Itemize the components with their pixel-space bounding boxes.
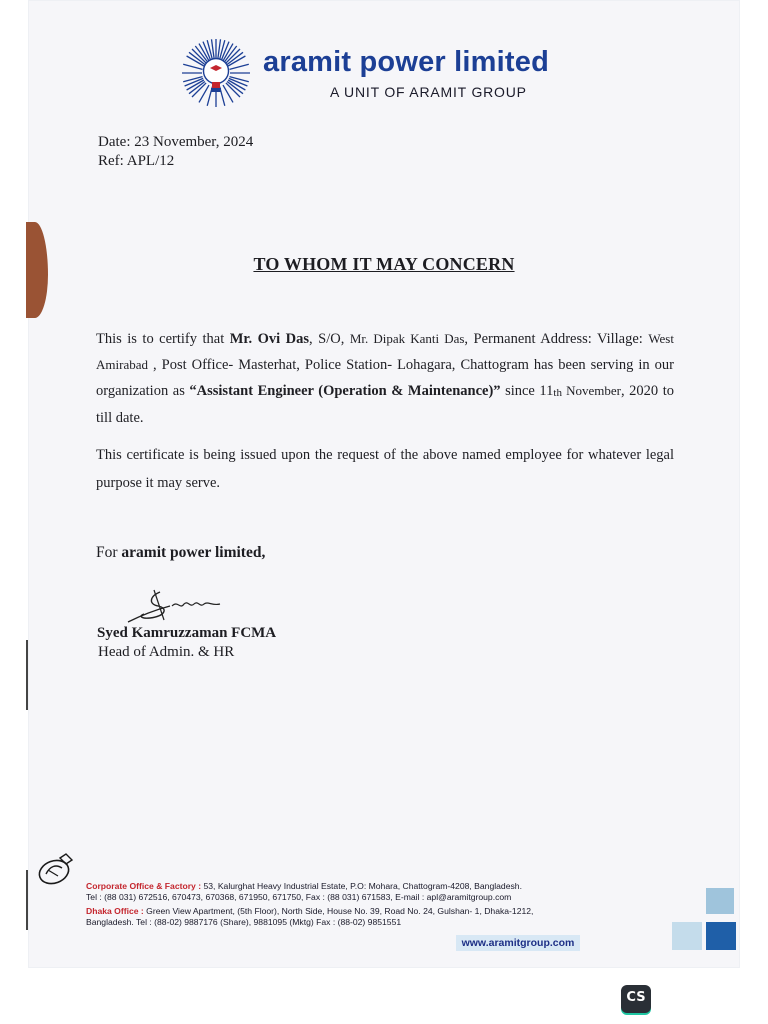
closing-line [96,544,265,562]
p1-text: , Post Office- Masterhat, Police Station- Lohagara, Chattogram has been serving in our organization as [96,357,674,399]
company-subtitle: A UNIT OF ARAMIT GROUP [330,84,527,100]
dhaka-address-text: Green View Apartment, (5th Floor), North Side, House No. 39, Road No. 24, Gulshan- 1, Dhaka-1212, [143,906,534,916]
bulb-logo-icon [178,38,254,108]
scanner-app-badge[interactable]: CS [621,985,651,1013]
corporate-phone: Tel : (88 031) 672516, 670473, 670368, 671950, 671750, Fax : (88 031) 671583, E-mail : apl@aramitgroup.com [86,892,512,902]
date-ordinal: th [553,387,562,399]
corporate-address-text: 53, Kalurghat Heavy Industrial Estate, P.O: Mohara, Chattogram-4208, Bangladesh. [201,881,522,891]
decor-square [706,888,734,914]
p1-text: , Permanent Address: Village: [464,331,649,347]
signer-name: Syed Kamruzzaman FCMA [97,625,277,641]
footer-contact [86,881,646,928]
dhaka-label: Dhaka Office : [86,906,144,916]
company-name: aramit power limited [263,46,550,78]
certification-stamp-icon [36,852,76,886]
website-link[interactable]: www.aramitgroup.com [456,935,580,951]
p1-text: since 11 [500,383,554,399]
p1-text: This is to certify that [96,331,230,347]
corporate-label: Corporate Office & Factory : [86,881,202,891]
dhaka-phone: Bangladesh. Tel : (88-02) 9887176 (Share), 9881095 (Mktg) Fax : (88-02) 9851551 [86,917,402,927]
purpose-paragraph: This certificate is being issued upon the request of the above named employee for whatever legal purpose it may serve. [96,447,674,491]
village-name: West Amirabad [96,331,674,372]
reference-line: Ref: APL/12 [98,153,175,169]
closing-company: aramit power limited, [121,544,266,561]
document-heading: TO WHOM IT MAY CONCERN [253,254,515,274]
p1-text: , S/O, [309,331,350,347]
joining-month: November [561,383,621,398]
date-line: Date: 23 November, 2024 [98,134,254,150]
decor-square [672,922,702,950]
signer-title: Head of Admin. & HR [98,644,235,660]
signature-image [120,586,230,628]
certification-paragraph [96,326,674,431]
scan-margin [0,0,30,968]
decor-square [706,922,736,950]
father-name: Mr. Dipak Kanti Das [349,331,465,346]
employee-name: Mr. Ovi Das [229,331,310,347]
designation: “Assistant Engineer (Operation & Maintenance)” [189,383,501,399]
p1-text: , 2020 to till date. [96,383,674,426]
closing-for: For [96,544,122,561]
dhaka-address [86,906,646,917]
scan-edge-mark [26,640,28,710]
corporate-address [86,881,646,892]
scan-edge-mark [26,870,28,930]
